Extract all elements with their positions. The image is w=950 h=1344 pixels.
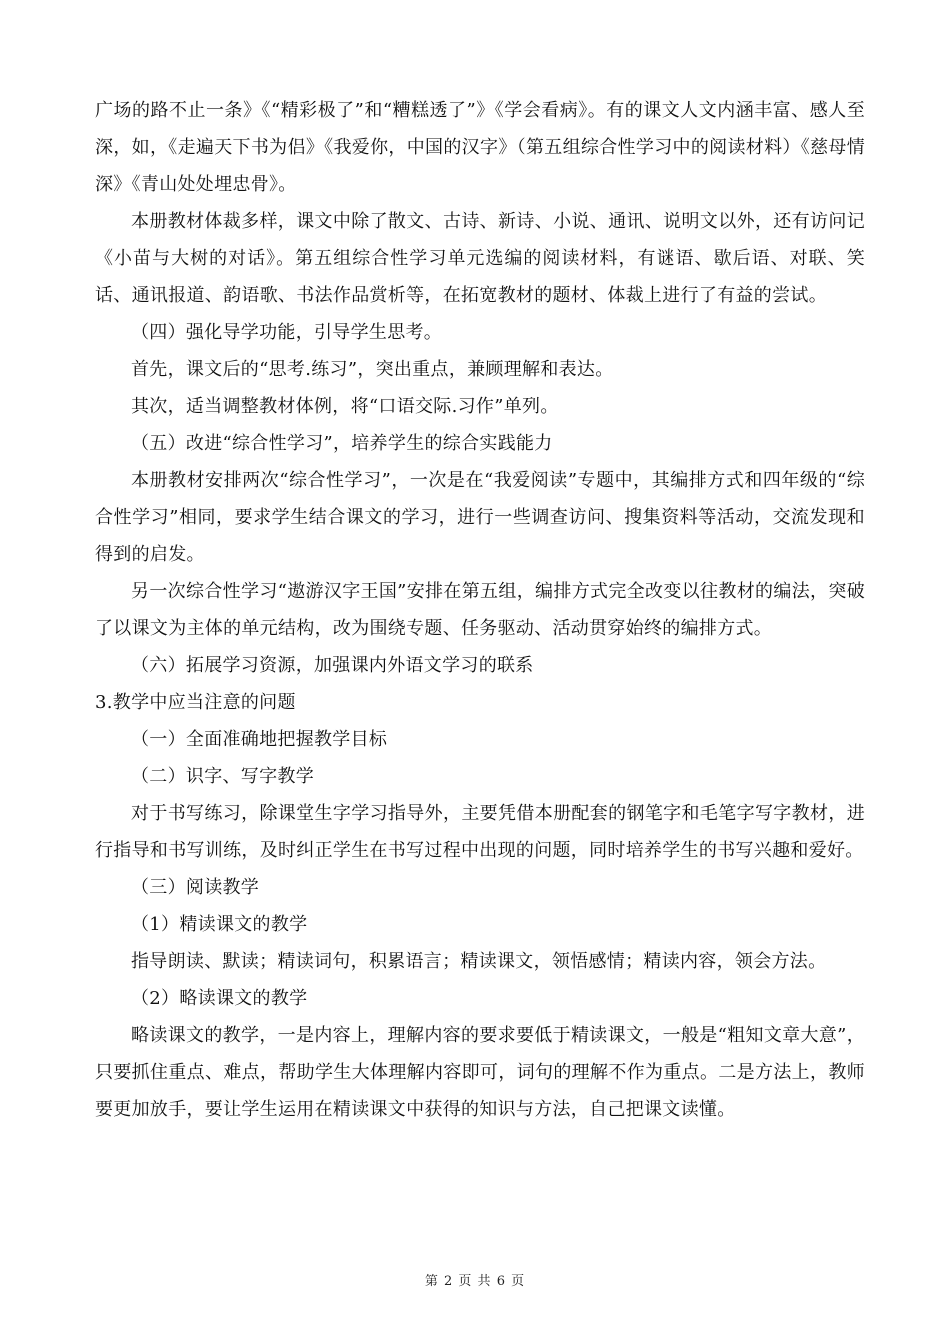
section-heading-6: （六）拓展学习资源，加强课内外语文学习的联系 [131, 655, 534, 676]
document-body [95, 92, 865, 1128]
page-number-footer: 第 2 页 共 6 页 [424, 1274, 526, 1289]
paragraph-1: 广场的路不止一条》《“精彩极了”和“糟糕透了”》《学会看病》。有的课文人文内涵丰富、感人至深，如，《走遍天下书为侣》《我爱你，中国的汉字》（第五组综合性学习中的阅读材料）《慈母情深》《青山处处埋忠骨》。 [95, 100, 865, 195]
paragraph-2: 本册教材体裁多样，课文中除了散文、古诗、新诗、小说、通讯、说明文以外，还有访问记《小苗与大树的对话》。第五组综合性学习单元选编的阅读材料，有谜语、歇后语、对联、笑话、通讯报道、韵语歌、书法作品赏析等，在拓宽教材的题材、体裁上进行了有益的尝试。 [95, 211, 865, 306]
subsection-heading-2: （二）识字、写字教学 [131, 766, 314, 787]
section-heading-3: 3.教学中应当注意的问题 [95, 692, 296, 713]
paragraph-skim-reading: 略读课文的教学，一是内容上，理解内容的要求要低于精读课文，一般是“粗知文章大意”，只要抓住重点、难点，帮助学生大体理解内容即可，词句的理解不作为重点。二是方法上，教师要更加放手，要让学生运用在精读课文中获得的知识与方法，自己把课文读懂。 [95, 1025, 865, 1120]
subsection-heading-3: （三）阅读教学 [131, 877, 260, 898]
subsection-heading-1: （一）全面准确地把握教学目标 [131, 729, 388, 750]
paragraph-second: 其次，适当调整教材体例，将“口语交际.习作”单列。 [131, 396, 559, 417]
paragraph-first: 首先，课文后的“思考.练习”，突出重点，兼顾理解和表达。 [131, 359, 614, 380]
section-heading-4: （四）强化导学功能，引导学生思考。 [131, 322, 443, 343]
item-heading-2: （2）略读课文的教学 [131, 988, 308, 1009]
paragraph-comprehensive-2: 另一次综合性学习“遨游汉字王国”安排在第五组，编排方式完全改变以往教材的编法，突破了以课文为主体的单元结构，改为围绕专题、任务驱动、活动贯穿始终的编排方式。 [95, 581, 865, 639]
section-heading-5: （五）改进“综合性学习”，培养学生的综合实践能力 [131, 433, 553, 454]
paragraph-writing: 对于书写练习，除课堂生字学习指导外，主要凭借本册配套的钢笔字和毛笔字写字教材，进行指导和书写训练，及时纠正学生在书写过程中出现的问题，同时培养学生的书写兴趣和爱好。 [95, 803, 865, 861]
item-heading-1: （1）精读课文的教学 [131, 914, 308, 935]
paragraph-comprehensive-1: 本册教材安排两次“综合性学习”，一次是在“我爱阅读”专题中，其编排方式和四年级的“综合性学习”相同，要求学生结合课文的学习，进行一些调查访问、搜集资料等活动，交流发现和得到的启发。 [95, 470, 865, 565]
paragraph-intensive-reading: 指导朗读、默读；精读词句，积累语言；精读课文，领悟感情；精读内容，领会方法。 [131, 951, 827, 972]
